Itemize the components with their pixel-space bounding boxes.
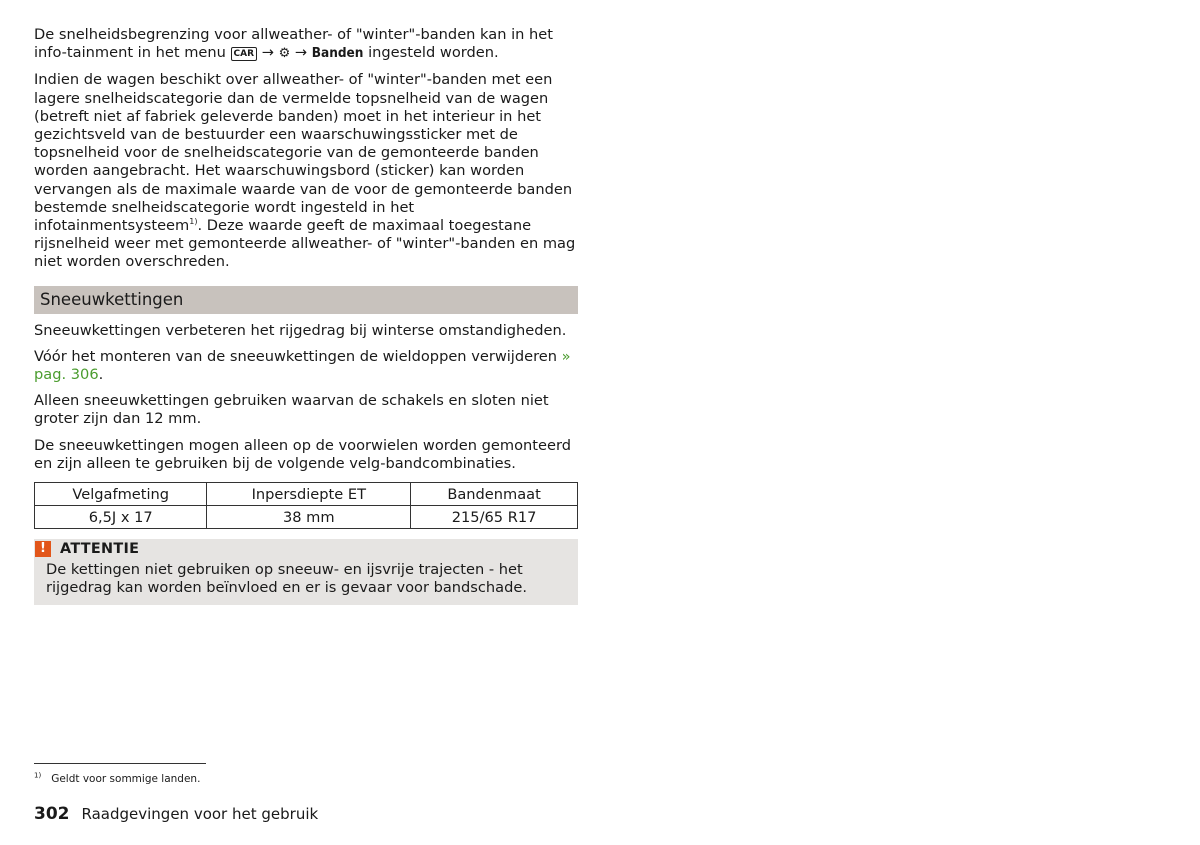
section-paragraph-3: Alleen sneeuwkettingen gebruiken waarvan de schakels en sloten niet groter zijn dan 12 mm. (34, 392, 549, 428)
footnote-divider (34, 763, 206, 764)
intro-text-2a: Indien de wagen beschikt over allweather- of "winter"-banden met een lagere snelheidscategorie dan de vermelde topsnelheid van de wagen (betreft niet af fabriek geleverde banden) moet in het interieur in het gezichtsveld van de bestuurder een waarschuwingssticker met de topsnelheid voor de snelheidscategorie van de gemonteerde banden worden aangebracht. Het waarschuwingsbord (sticker) kan worden vervangen als de maximale waarde van de voor de gemonteerde banden bestemde snelheidscategorie wordt ingesteld in het infotainmentsysteem (34, 71, 573, 235)
attention-title: ATTENTIE (60, 541, 140, 558)
intro-paragraph-1 (34, 26, 578, 63)
intro-text-2b: . Deze waarde geeft de maximaal toegestane rijsnelheid weer met gemonteerde allweather- of "winter"-banden en mag niet worden overschreden. (34, 217, 576, 271)
footnote (34, 772, 200, 786)
table-header-cell: Inpersdiepte ET (207, 483, 411, 506)
section-text-2b: . (98, 366, 104, 384)
table-header-cell: Bandenmaat (411, 483, 578, 506)
table-cell: 6,5J x 17 (35, 506, 207, 529)
rim-tyre-table (34, 482, 578, 529)
table-header-cell: Velgafmeting (35, 483, 207, 506)
table-header-row (35, 483, 578, 506)
chapter-title: Raadgevingen voor het gebruik (81, 805, 319, 823)
attention-box (34, 539, 578, 605)
car-key-icon: CAR (231, 47, 258, 61)
intro-text-1a: De snelheidsbegrenzing voor allweather- of "winter"-banden kan in het info-tainment in het menu (34, 26, 553, 62)
warning-icon: ! (35, 541, 51, 557)
arrow-2: → (290, 44, 312, 62)
table-row (35, 506, 578, 529)
intro-paragraph-2 (34, 71, 578, 271)
page-footer (34, 804, 318, 824)
attention-header (34, 540, 578, 558)
section-paragraph-2 (34, 348, 578, 384)
footnote-reference: 1) (189, 217, 198, 227)
table-cell: 215/65 R17 (411, 506, 578, 529)
footnote-text: Geldt voor sommige landen. (51, 773, 201, 785)
footnote-mark: 1) (34, 771, 42, 780)
section-paragraph-4: De sneeuwkettingen mogen alleen op de voorwielen worden gemonteerd en zijn alleen te gebruiken bij de volgende velg-bandcombinaties. (34, 436, 571, 472)
main-column (34, 26, 578, 605)
section-paragraph-1: Sneeuwkettingen verbeteren het rijgedrag bij winterse omstandigheden. (34, 321, 567, 339)
page-reference-link[interactable]: » pag. 306 (34, 347, 571, 384)
attention-text: De kettingen niet gebruiken op sneeuw- en ijsvrije trajecten - het rijgedrag kan worden beïnvloed en er is gevaar voor bandschade. (46, 561, 528, 597)
section-text-2a: Vóór het monteren van de sneeuwkettingen de wieldoppen verwijderen (34, 347, 562, 365)
table-cell: 38 mm (207, 506, 411, 529)
section-heading: Sneeuwkettingen (34, 286, 578, 314)
gear-icon: ⚙ (278, 46, 291, 62)
intro-text-1b: ingesteld worden. (363, 44, 499, 62)
page-number: 302 (34, 804, 70, 824)
arrow-1: → (257, 44, 279, 62)
menu-item-banden: Banden (311, 45, 364, 62)
